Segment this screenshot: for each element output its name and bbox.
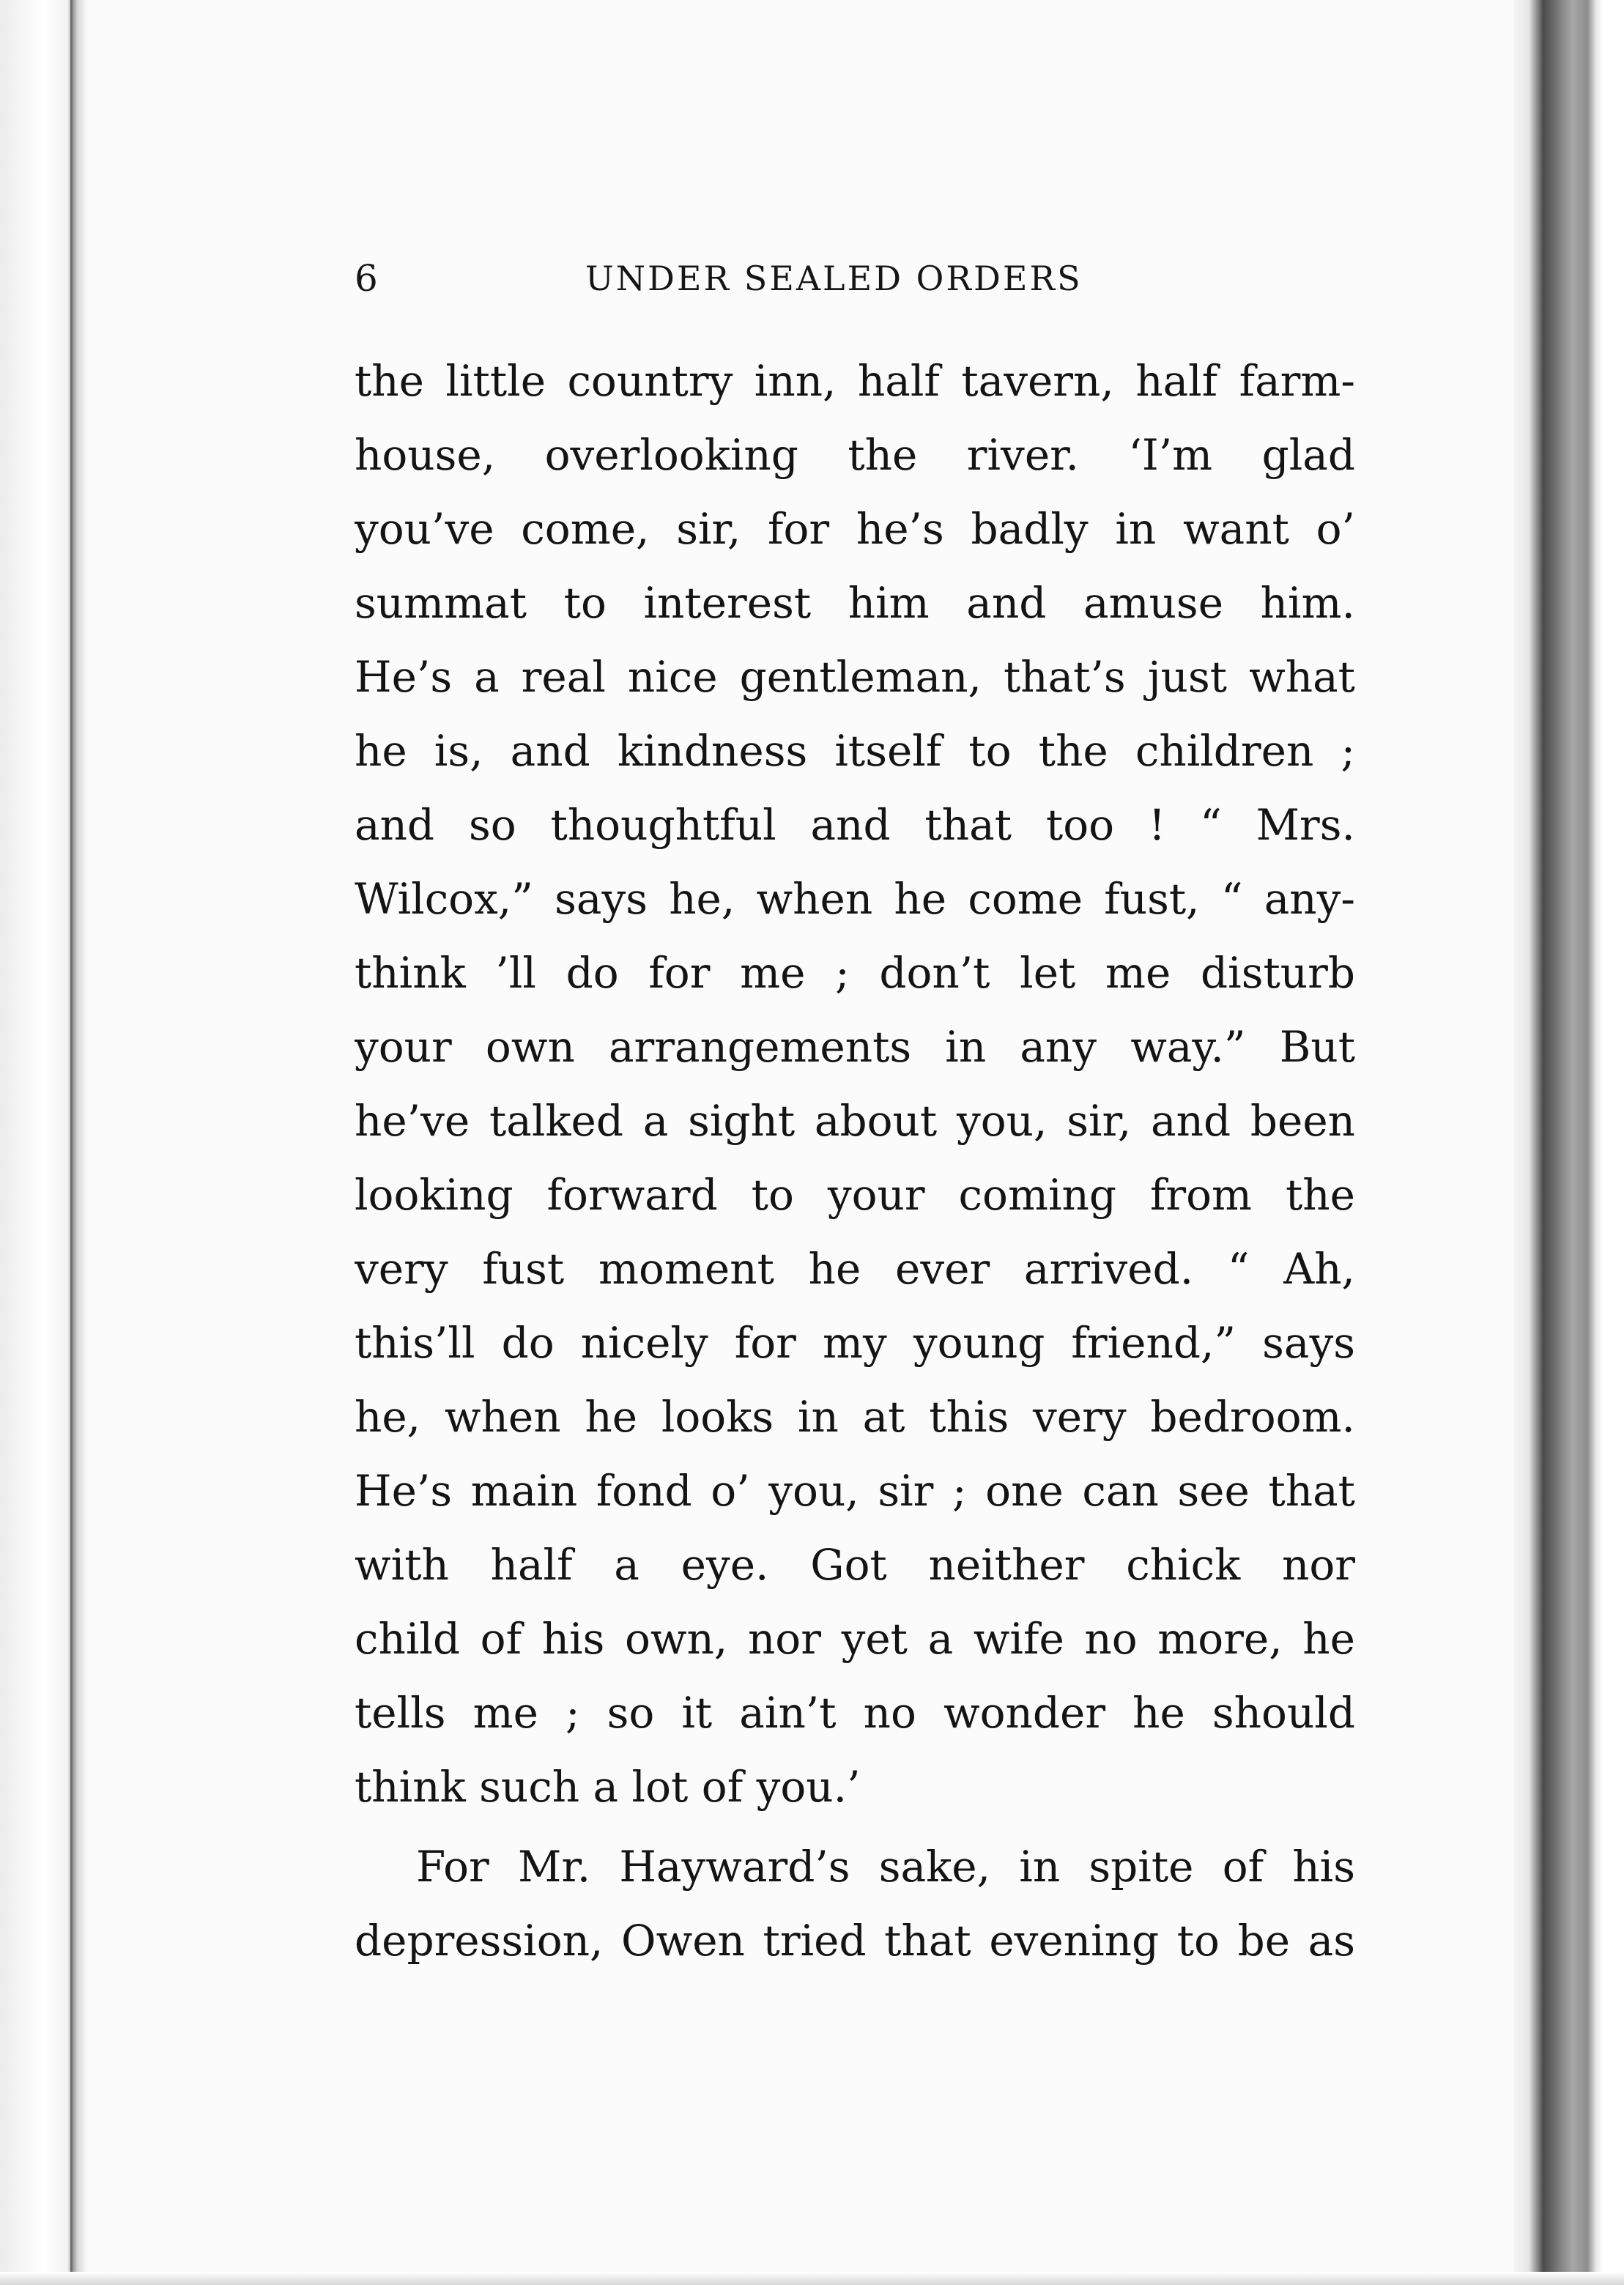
text-line: very fust moment he ever arrived. “ Ah,: [355, 1244, 1355, 1294]
text-line: he is, and kindness itself to the children ;: [355, 726, 1355, 776]
paragraph-gap: [355, 1824, 1355, 1830]
body-text: [355, 344, 1355, 1978]
bottom-edge: [0, 2272, 1624, 2285]
text-line: the little country inn, half tavern, half farm-: [355, 356, 1355, 406]
paragraph: [355, 344, 1355, 1824]
text-line: your own arrangements in any way.” But: [355, 1022, 1355, 1072]
text-line: He’s a real nice gentleman, that’s just what: [355, 652, 1355, 702]
text-line: this’ll do nicely for my young friend,” says: [355, 1318, 1355, 1368]
text-line: he’ve talked a sight about you, sir, and been: [355, 1096, 1355, 1146]
text-line: child of his own, nor yet a wife no more, he: [355, 1614, 1355, 1664]
text-line: For Mr. Hayward’s sake, in spite of his: [416, 1842, 1355, 1892]
running-title: UNDER SEALED ORDERS: [585, 259, 1083, 298]
text-line: and so thoughtful and that too ! “ Mrs.: [355, 800, 1355, 850]
text-line: you’ve come, sir, for he’s badly in want o’: [355, 504, 1355, 554]
page-header: [355, 249, 1355, 308]
text-line: think ’ll do for me ; don’t let me disturb: [355, 948, 1355, 998]
text-line: with half a eye. Got neither chick nor: [355, 1540, 1355, 1590]
page-number: 6: [355, 257, 378, 300]
text-line: he, when he looks in at this very bedroom.: [355, 1392, 1355, 1442]
paragraph: [355, 1830, 1355, 1978]
page-edge-shadow: [1514, 0, 1624, 2285]
text-line: tells me ; so it ain’t no wonder he should: [355, 1688, 1355, 1738]
binding-rule: [70, 0, 73, 2285]
text-line: looking forward to your coming from the: [355, 1170, 1355, 1220]
text-line: think such a lot of you.’: [355, 1762, 861, 1812]
text-line: summat to interest him and amuse him.: [355, 578, 1355, 628]
text-line: Wilcox,” says he, when he come fust, “ any-: [355, 874, 1355, 924]
text-line: house, overlooking the river. ‘I’m glad: [355, 430, 1355, 480]
binding-edge: [0, 0, 88, 2285]
text-line: He’s main fond o’ you, sir ; one can see that: [355, 1466, 1355, 1516]
text-line: depression, Owen tried that evening to be as: [355, 1916, 1355, 1966]
